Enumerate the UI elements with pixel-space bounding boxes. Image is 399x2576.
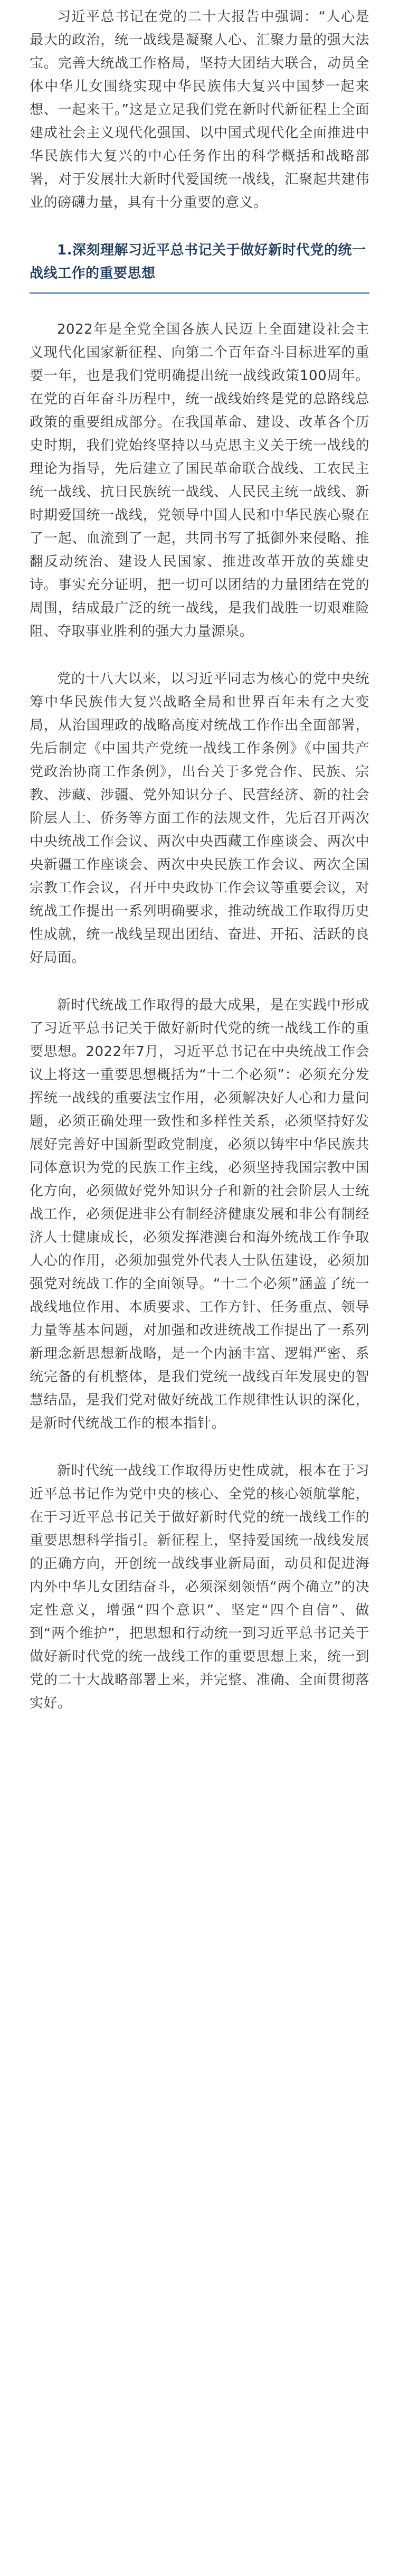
body-paragraph: 新时代统一战线工作取得历史性成就，根本在于习近平总书记作为党中央的核心、全党的核心领航掌舵，在于习近平总书记关于做好新时代党的统一战线工作的重要思想科学指引。新征程上，坚持爱国统一战线发展的正确方向，开创统一战线事业新局面，动员和促进海内外中华儿女团结奋斗，必须深刻领悟“两个确立”的决定性意义，增强“四个意识”、坚定“四个自信”、做到“两个维护”，把思想和行动统一到习近平总书记关于做好新时代党的统一战线工作的重要思想上来，统一到党的二十大战略部署上来，并完整、准确、全面贯彻落实好。 [30,1463,369,1711]
intro-paragraph: 习近平总书记在党的二十大报告中强调：“人心是最大的政治，统一战线是凝聚人心、汇聚力量的强大法宝。完善大统战工作格局，坚持大团结大联合，动员全体中华儿女围绕实现中华民族伟大复兴中国梦一起来想、一起来干。”这是立足我们党在新时代新征程上全面建成社会主义现代化强国、以中国式现代化全面推进中华民族伟大复兴的中心任务作出的科学概括和战略部署，对于发展壮大新时代爱国统一战线，汇聚起共建伟业的磅礴力量，具有十分重要的意义。 [30,9,369,211]
body-paragraph: 党的十八大以来，以习近平同志为核心的党中央统筹中华民族伟大复兴战略全局和世界百年未有之大变局，从治国理政的战略高度对统战工作作出全面部署，先后制定《中国共产党统一战线工作条例》《中国共产党政治协商工作条例》，出台关于多党合作、民族、宗教、涉藏、涉疆、党外知识分子、民营经济、新的社会阶层人士、侨务等方面工作的法规文件，先后召开两次中央统战工作会议、两次中央西藏工作座谈会、两次中央新疆工作座谈会、两次中央民族工作会议、两次全国宗教工作会议，召开中央政协工作会议等重要会议，对统战工作提出一系列明确要求，推动统战工作取得历史性成就，统一战线呈现出团结、奋进、开拓、活跃的良好局面。 [30,671,369,966]
section-heading: 1.深刻理解习近平总书记关于做好新时代党的统一战线工作的重要思想 [30,242,366,281]
body-paragraph: 新时代统战工作取得的最大成果，是在实践中形成了习近平总书记关于做好新时代党的统一战线工作的重要思想。2022年7月，习近平总书记在中央统战工作会议上将这一重要思想概括为“十二个必须”：必须充分发挥统一战线的重要法宝作用，必须解决好人心和力量问题，必须正确处理一致性和多样性关系，必须坚持好发展好完善好中国新型政党制度，必须以铸牢中华民族共同体意识为党的民族工作主线，必须坚持我国宗教中国化方向，必须做好党外知识分子和新的社会阶层人士统战工作，必须促进非公有制经济健康发展和非公有制经济人士健康成长，必须发挥港澳台和海外统战工作争取人心的作用，必须加强党外代表人士队伍建设，必须加强党对统战工作的全面领导。“十二个必须”涵盖了统一战线地位作用、本质要求、工作方针、任务重点、领导力量等基本问题，对加强和改进统战工作提出了一系列新理念新思想新战略，是一个内涵丰富、逻辑严密、系统完备的有机整体，是我们党统一战线百年发展史的智慧结晶，是我们党对做好统战工作规律性认识的深化，是新时代统战工作的根本指针。 [30,997,369,1431]
body-paragraph: 2022年是全党全国各族人民迈上全面建设社会主义现代化国家新征程、向第二个百年奋斗目标进军的重要一年，也是我们党明确提出统一战线政策100周年。在党的百年奋斗历程中，统一战线始终是党的总路线总政策的重要组成部分。在我国革命、建设、改革各个历史时期，我们党始终坚持以马克思主义关于统一战线的理论为指导，先后建立了国民革命联合战线、工农民主统一战线、抗日民族统一战线、人民民主统一战线、新时期爱国统一战线，党领导中国人民和中华民族心聚在了一起、血流到了一起，共同书写了抵御外来侵略、推翻反动统治、建设人民国家、推进改革开放的英雄史诗。事实充分证明，把一切可以团结的力量团结在党的周围，结成最广泛的统一战线，是我们战胜一切艰难险阻、夺取事业胜利的强大力量源泉。 [30,322,369,639]
heading-underline [30,292,369,294]
